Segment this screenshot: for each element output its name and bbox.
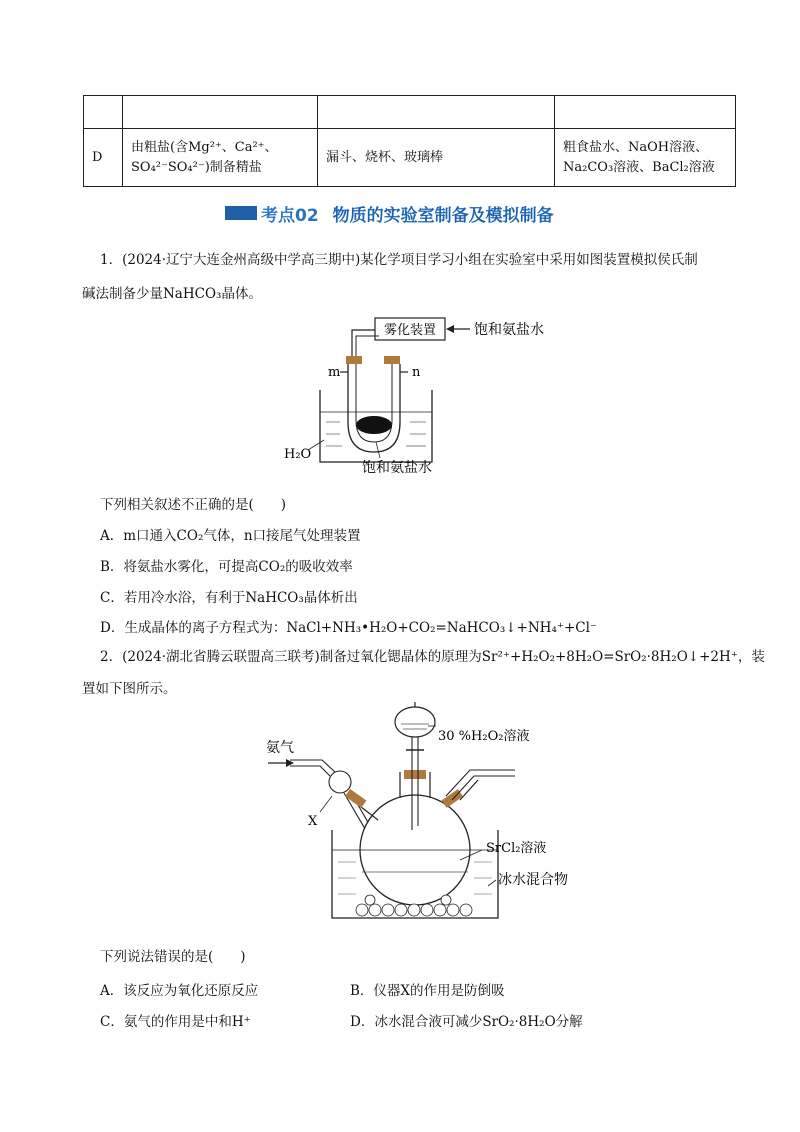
section-tag: 考点02 — [261, 205, 319, 226]
table-cell — [555, 96, 736, 129]
leader-line — [320, 796, 332, 812]
leader-line — [488, 880, 496, 886]
x-label: X — [308, 814, 318, 829]
reagents-line: 粗食盐水、NaOH溶液、 — [563, 139, 709, 155]
q1-option-c: C．若用冷水浴，有利于NaHCO₃晶体析出 — [100, 590, 358, 606]
method-line: 由粗盐(含Mg²⁺、Ca²⁺、 — [131, 139, 278, 155]
bulb-x — [329, 771, 351, 793]
reagents-cell — [555, 129, 736, 187]
q2-apparatus-figure — [260, 700, 600, 925]
q2-option-c: C．氨气的作用是中和H⁺ — [100, 1014, 251, 1030]
ammonia-label: 氨气 — [266, 740, 294, 756]
q1-question: 下列相关叙述不正确的是( ) — [100, 497, 287, 513]
table-cell — [318, 96, 555, 129]
reagents-line: Na₂CO₃溶液、BaCl₂溶液 — [563, 159, 715, 175]
q2-stem-line1: 2．(2024·湖北省腾云联盟高三联考)制备过氧化锶晶体的原理为Sr²⁺+H₂O₂+8H₂O=SrO₂·8H₂O↓+2H⁺，装 — [100, 649, 765, 665]
q2-option-a: A．该反应为氧化还原反应 — [100, 983, 259, 999]
table-row — [84, 96, 736, 129]
q2-stem-line2: 置如下图所示。 — [82, 681, 177, 697]
q1-apparatus-figure — [280, 312, 560, 482]
stopper — [346, 356, 362, 364]
ice-label: 冰水混合物 — [498, 872, 568, 888]
table-row — [84, 129, 736, 187]
reagent-table — [83, 95, 736, 187]
table-cell — [123, 96, 318, 129]
flask-neck — [460, 780, 478, 800]
q2-option-d: D．冰水混合液可减少SrO₂·8H₂O分解 — [350, 1014, 583, 1030]
port-n: n — [412, 365, 421, 380]
section-bar-icon — [225, 206, 257, 220]
stopper — [345, 789, 367, 808]
q1-stem-line2: 碱法制备少量NaHCO₃晶体。 — [82, 286, 262, 302]
stopper — [404, 770, 426, 779]
arrow-icon — [446, 325, 454, 333]
q2-option-b: B．仪器X的作用是防倒吸 — [350, 983, 505, 999]
water-label: H₂O — [284, 447, 312, 462]
dropping-funnel — [395, 707, 435, 737]
method-line: SO₄²⁻SO₄²⁻)制备精盐 — [131, 159, 262, 175]
table-cell — [84, 96, 123, 129]
section-title: 物质的实验室制备及模拟制备 — [332, 205, 554, 226]
q1-stem-line1: 1．(2024·辽宁大连金州高级中学高三期中)某化学项目学习小组在实验室中采用如图装置模拟侯氏制 — [100, 252, 698, 268]
q1-option-d: D．生成晶体的离子方程式为：NaCl+NH₃•H₂O+CO₂=NaHCO₃↓+NH₄⁺+Cl⁻ — [100, 620, 598, 636]
q1-option-b: B．将氨盐水雾化，可提高CO₂的吸收效率 — [100, 559, 353, 575]
gas-tube-inner — [290, 766, 330, 776]
leader-line — [376, 442, 380, 458]
q2-question: 下列说法错误的是( ) — [100, 949, 246, 965]
mist-box-label: 雾化装置 — [383, 323, 437, 338]
crystal-mass — [356, 416, 392, 434]
section-header — [225, 200, 554, 226]
feed-label: 饱和氨盐水 — [474, 322, 544, 338]
row-label: D — [84, 129, 123, 187]
port-m: m — [328, 365, 341, 380]
stopper — [384, 356, 400, 364]
method-cell — [123, 129, 318, 187]
srcl2-label: SrCl₂溶液 — [486, 841, 547, 856]
q1-option-a: A．m口通入CO₂气体，n口接尾气处理装置 — [100, 528, 361, 544]
h2o2-label: 30 %H₂O₂溶液 — [438, 729, 530, 744]
bottom-label: 饱和氨盐水 — [362, 460, 432, 476]
apparatus-cell: 漏斗、烧杯、玻璃棒 — [318, 129, 555, 187]
